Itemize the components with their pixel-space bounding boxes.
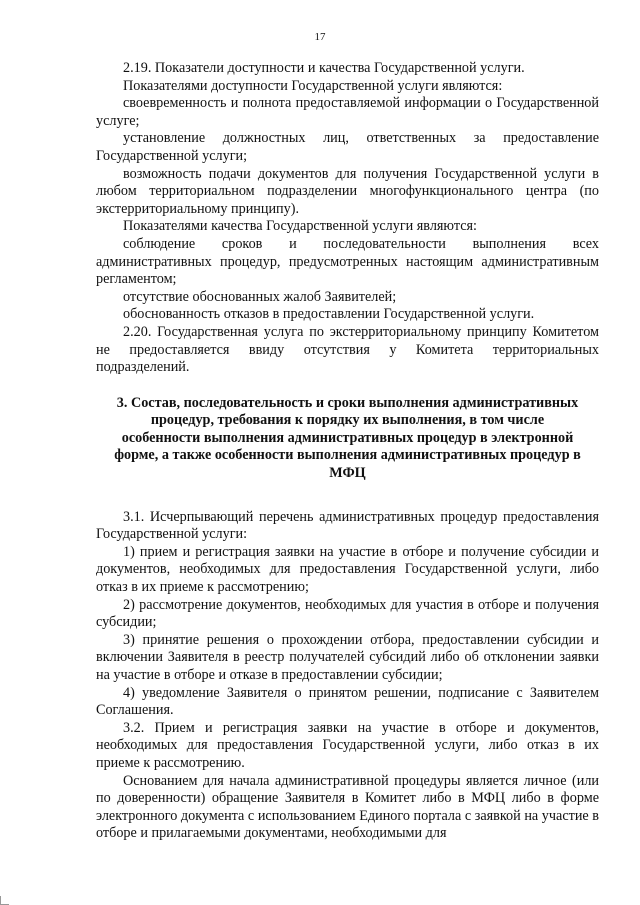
page-number: 17 [314, 31, 326, 43]
paragraph: обоснованность отказов в предоставлении Государственной услуги. [123, 306, 535, 323]
paragraph: отсутствие обоснованных жалоб Заявителей; [123, 288, 397, 305]
paragraph: 4) уведомление Заявителя о принятом решении, подписание с Заявителем Соглашения. [96, 684, 599, 719]
paragraph: 1) прием и регистрация заявки на участие в отборе и получение субсидии и документов, необходимых для предоставления Государственной услуги, либо отказ в их приеме к рассмотрению; [96, 543, 599, 596]
paragraph: Показателями качества Государственной услуги являются: [123, 218, 477, 235]
page-corner-mark [0, 896, 9, 905]
paragraph: своевременность и полнота предоставляемой информации о Государственной услуге; [96, 95, 599, 129]
paragraph: 2.20. Государственная услуга по экстерриториальному принципу Комитетом не предоставляется ввиду отсутствия у Комитета территориальных подразделений. [96, 323, 599, 376]
paragraph: 2.19. Показатели доступности и качества Государственной услуги. [123, 60, 525, 76]
paragraph: 3) принятие решения о прохождении отбора, предоставлении субсидии и включении Заявителя в реестр получателей субсидий либо об отклонении заявки на участие в отборе и отказе в предоставлении субсидии; [96, 631, 599, 683]
paragraph: 2) рассмотрение документов, необходимых для участия в отборе и получения субсидии; [96, 596, 599, 631]
paragraph: 3.1. Исчерпывающий перечень административных процедур предоставления Государственной услуги: [96, 508, 599, 543]
paragraph: соблюдение сроков и последовательности выполнения всех административных процедур, предусмотренных настоящим административным регламентом; [96, 235, 599, 288]
paragraph: 3.2. Прием и регистрация заявки на участие в отборе и документов, необходимых для предоставления Государственной услуги, либо отказ в их приеме к рассмотрению. [96, 719, 599, 771]
paragraph: Основанием для начала административной процедуры является личное (или по доверенности) обращение Заявителя в Комитет либо в МФЦ либо в форме электронного документа с использованием Единого портала с заявкой на участие в отборе и прилагаемыми документами, необходимыми для [96, 772, 599, 842]
document-body [96, 60, 599, 843]
paragraph: возможность подачи документов для получения Государственной услуги в любом территориальном подразделении многофункционального центра (по экстерриториальному принципу). [96, 165, 599, 217]
paragraph: установление должностных лиц, ответственных за предоставление Государственной услуги; [96, 130, 599, 164]
section-heading: 3. Состав, последовательность и сроки выполнения административных процедур, требования к порядку их выполнения, в том числе особенности выполнения административных процедур в электронной форме, а также особенности выполнения административных процедур в МФЦ [114, 394, 581, 482]
paragraph: Показателями доступности Государственной услуги являются: [123, 77, 503, 94]
